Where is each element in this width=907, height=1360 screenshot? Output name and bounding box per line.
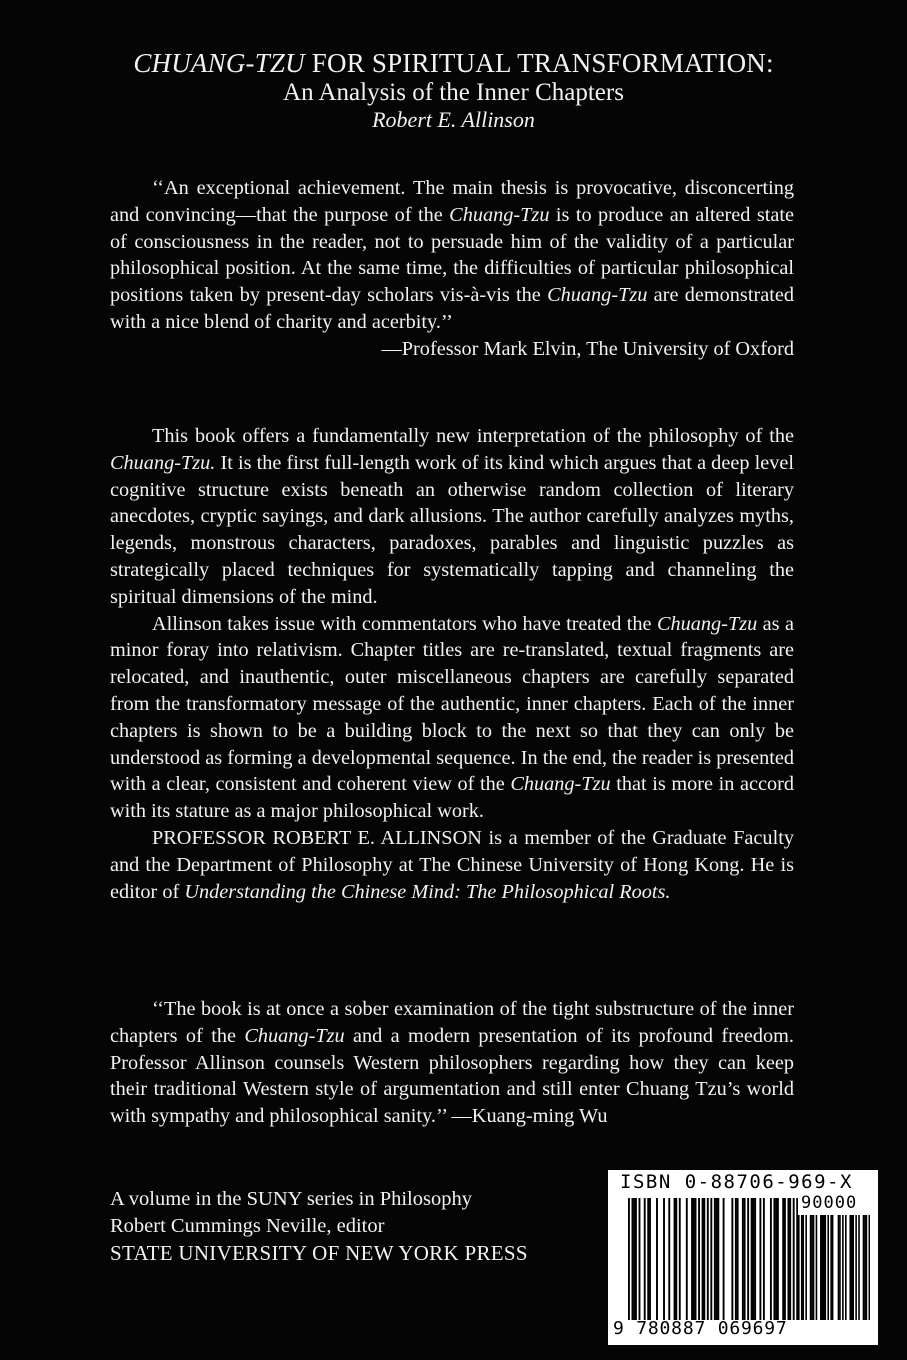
publisher-name: STATE UNIVERSITY OF NEW YORK PRESS [110,1241,528,1265]
barcode-bar [801,1215,803,1320]
barcode-bar [639,1198,641,1320]
barcode-bar [649,1198,651,1320]
barcode-bar [824,1215,826,1320]
quote-text: ‘‘The book is at once a sober examination of the tight substructure of the inner chapters of the [110,998,794,1047]
barcode-bar [716,1198,718,1320]
barcode-bar [647,1198,649,1320]
description-italic: Chuang-Tzu [656,612,758,635]
barcode-bar [845,1215,847,1320]
barcode-bar [855,1215,857,1320]
barcode-bar [644,1198,646,1320]
barcode-bar [707,1198,709,1320]
barcode-bar [628,1198,630,1320]
barcode-bar [832,1215,834,1320]
barcode-bar [820,1215,822,1320]
barcode-bar [635,1198,637,1320]
barcode-bar [737,1198,739,1320]
price-code: 90000 [801,1193,858,1213]
addon-barcode [798,1215,870,1320]
bio-italic: Understanding the Chinese Mind: The Philosophical Roots. [184,880,671,903]
book-subtitle: An Analysis of the Inner Chapters [283,79,624,106]
quote-paragraph [110,175,794,336]
barcode-bar [702,1198,704,1320]
quote-text: ‘‘An exceptional achievement. The main thesis is provocative, disconcerting and convincing—that the purpose of the [110,177,794,226]
barcode-bar [782,1198,784,1320]
barcode-bar [866,1215,868,1320]
barcode-bar [863,1215,865,1320]
quote-text: and a modern presentation of its profound freedom. Professor Allinson counsels Western philosophers regarding how they can keep their traditional Western style of argumentation and still enter Chuang Tzu’s world with sympathy and philosophical sanity.’’ —Kuang-ming Wu [110,1024,794,1128]
barcode-bar [714,1198,716,1320]
barcode-bar [770,1198,772,1320]
quote-italic-title: Chuang-Tzu [547,284,648,307]
barcode-bar [723,1198,725,1320]
barcode-bar [798,1215,800,1320]
barcode-bar [751,1198,753,1320]
quote-text: is to produce an altered state of consciousness in the reader, not to persuade him of the validity of a particular philosophical position. At the same time, the difficulties of particular philosophical positions taken by present-day scholars vis-à-vis the [110,203,794,307]
quote-italic-title: Chuang-Tzu [244,1024,345,1047]
barcode-bar [731,1198,733,1320]
barcode-bar [858,1215,860,1320]
description-text: It is the first full-length work of its kind which argues that a deep level cognitive structure exists beneath an otherwise random collection of literary anecdotes, cryptic sayings, and dark allusions. The author carefully analyzes myths, legends, monstrous characters, paradoxes, parables and linguistic puzzles as strategically placed techniques for systematically tapping and channeling the spiritual dimensions of the mind. [110,451,794,608]
quote-attribution: —Professor Mark Elvin, The University of Oxford [381,337,794,360]
barcode-bar [759,1198,761,1320]
barcode-bar [869,1215,870,1320]
barcode-bar [810,1215,812,1320]
barcode-bar [686,1198,688,1320]
barcode-bar [735,1198,737,1320]
barcode-bar [752,1198,754,1320]
barcode-bar [703,1198,705,1320]
barcode-bar [822,1215,824,1320]
barcode-bar [675,1198,677,1320]
barcode-bar [679,1198,681,1320]
barcode-bar [793,1198,795,1320]
barcode-bar [851,1215,853,1320]
barcode-bar [787,1198,789,1320]
barcode-bar [775,1198,777,1320]
barcode-bar [717,1198,719,1320]
description-text: Allinson takes issue with commentators who have treated the [152,612,657,635]
barcode-label [608,1170,878,1345]
book-title [0,48,907,78]
book-title-rest: FOR SPIRITUAL TRANSFORMATION: [304,48,774,78]
book-description [110,423,794,905]
book-author: Robert E. Allinson [372,107,535,132]
barcode-bar [842,1215,844,1320]
ean-barcode [628,1198,798,1320]
barcode-bar [864,1215,866,1320]
barcode-bar [839,1215,841,1320]
barcode-bar [674,1198,676,1320]
quote-italic-title: Chuang-Tzu [449,203,550,226]
description-text: as a minor foray into relativism. Chapter titles are re-translated, textual fragments are relocated, and inauthentic, outer miscellaneous chapters are carefully separated from the transformatory message of the authentic, inner chapters. Each of the inner chapters is shown to be a building block to the next so that they can only be understood as forming a developmental sequence. In the end, the reader is presented with a clear, consistent and coherent view of the [110,612,794,796]
author-bio-paragraph [110,825,794,905]
barcode-bar [747,1198,749,1320]
barcode-bar [777,1198,779,1320]
blurb-quote-elvin [110,175,794,363]
barcode-bar [632,1198,634,1320]
quote-text: are demonstrated with a nice blend of charity and acerbity.’’ [110,284,794,333]
barcode-bar [802,1215,804,1320]
barcode-bar [742,1198,744,1320]
barcode-bar [789,1198,791,1320]
barcode-bar [693,1198,695,1320]
barcode-bar [656,1198,658,1320]
series-line: A volume in the SUNY series in Philosophy [110,1188,472,1210]
description-italic: Chuang-Tzu [510,773,611,796]
barcode-bar [663,1198,665,1320]
barcode-bar [698,1198,700,1320]
description-text: This book offers a fundamentally new interpretation of the philosophy of the [152,425,794,447]
publisher-footer [110,1186,528,1267]
title-block [0,48,907,133]
barcode-bar [838,1215,840,1320]
isbn-number: ISBN 0-88706-969-X [620,1171,853,1193]
barcode-bar [695,1198,697,1320]
barcode-bar [784,1198,786,1320]
book-title-italic: CHUANG-TZU [133,48,305,78]
barcode-bar [668,1198,670,1320]
barcode-bar [830,1215,832,1320]
barcode-bar [849,1215,851,1320]
barcode-bar [852,1215,854,1320]
barcode-bar [827,1215,829,1320]
bio-text: PROFESSOR ROBERT E. ALLINSON is a member of the Graduate Faculty and the Department of Philosophy at The Chinese University of Hong Kong. He is editor of [110,826,794,903]
barcode-bar [691,1198,693,1320]
barcode-bar [773,1198,775,1320]
quote-paragraph [110,996,794,1130]
barcode-bar [633,1198,635,1320]
barcode-bar [805,1215,807,1320]
barcode-bar [763,1198,765,1320]
description-italic: Chuang-Tzu. [110,451,216,474]
barcode-bar [811,1215,813,1320]
blurb-quote-wu [110,996,794,1130]
editor-line: Robert Cummings Neville, editor [110,1215,385,1237]
barcode-bar [813,1215,815,1320]
barcode-bar [754,1198,756,1320]
description-text: that is more in accord with its stature as a major philosophical work. [110,773,795,823]
barcode-bar [710,1198,712,1320]
barcode-bar [823,1215,825,1320]
ean-digits: 9 780887 069697 [613,1318,788,1339]
description-paragraph-2 [110,611,794,825]
barcode-bar [816,1215,818,1320]
description-paragraph-1 [110,423,794,611]
barcode-bar [744,1198,746,1320]
